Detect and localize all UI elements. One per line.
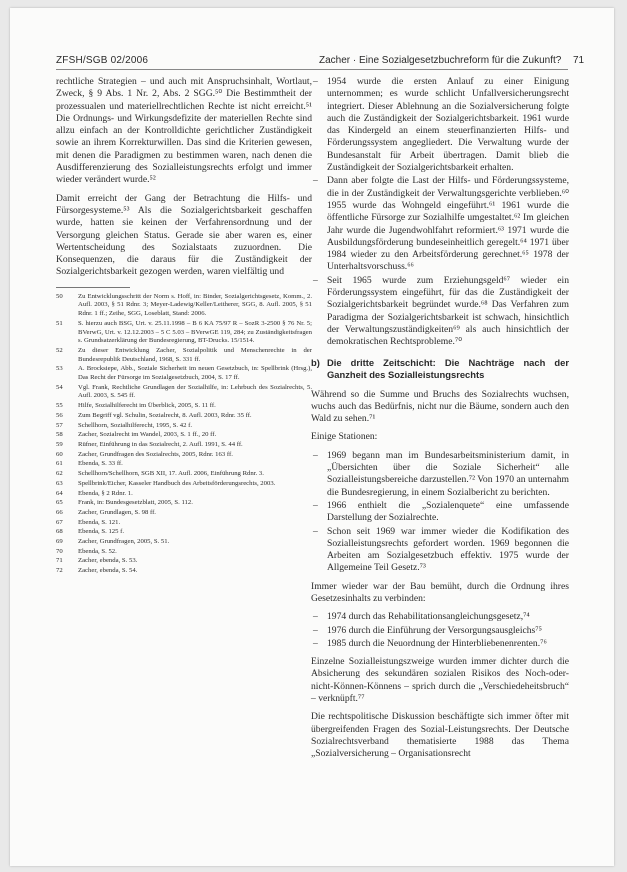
footnote-text: S. hierzu auch BSG, Urt. v. 25.11.1998 – B 6 KA 75/97 R – SozR 3-2500 § 76 Nr. 5; BVerwG, Urt. v. 12.12.2003 – 5 C 5.03 – BVerwGE 119, 284; zu Zuständigkeitsfragen s. Grundsatzerklärung der Bundesregierung, BT-Drucks. 15/1514. xyxy=(78,319,312,345)
paragraph: Immer wieder war der Bau bemüht, durch die Ordnung ihres Gesetzesinhalts zu verbinden: xyxy=(311,580,569,604)
footnote-text: A. Brocksiepe, Abb., Soziale Sicherheit im neuen Gesetzbuch, in: Spellbrink (Hrsg.), Das Recht der Fürsorge im Sozialgesetzbuch, 2004, S. 17 ff. xyxy=(78,365,312,382)
footnote-number: 68 xyxy=(56,528,63,536)
list-item: – Schon seit 1969 war immer wieder die Kodifikation des Sozialleistungsrechts gefordert worden. 1969 begonnen die Arbeiten am Sozialgesetzbuch effektiv. 1975 wurde der Allgemeine Teil Gesetz.⁷³ xyxy=(311,526,569,575)
footnote-number: 71 xyxy=(56,557,63,565)
footnote xyxy=(56,528,312,537)
footnote-text: Ebenda, S. 125 f. xyxy=(78,528,125,536)
footnote-rule xyxy=(56,287,130,288)
footnote xyxy=(56,557,312,566)
footnote xyxy=(56,460,312,469)
footnote-text: Ebenda, S. 121. xyxy=(78,518,121,526)
article-header: Zacher · Eine Sozialgesetzbuchreform für die Zukunft? xyxy=(319,55,562,66)
footnote xyxy=(56,548,312,557)
footnote xyxy=(56,499,312,508)
stations-label: Einige Stationen: xyxy=(311,431,378,443)
footnote-number: 54 xyxy=(56,383,63,391)
list-item: – 1954 wurde die ersten Anlauf zu einer Einigung unternommen; es wurde schlicht Unfallversicherungsrecht integriert. Dieser Ablehnung an die Sozialversicherung folgte auch die Zuständigkeit der Sozialgerichtsbarkeit. 1961 wurde das Kindergeld an einem steuerfinanzierten Hilfs- und Förderungssystem angegliedert. Die Verwaltung wurde der Bundesanstalt für Arbeit übertragen. Damit blieb die Zuständigkeit der Sozialgerichtsbarkeit erhalten. xyxy=(311,76,569,174)
footnote xyxy=(56,538,312,547)
footnote xyxy=(56,519,312,528)
footnote-number: 67 xyxy=(56,518,63,526)
footnote-text: Zacher, Grundlagen, S. 98 ff. xyxy=(78,508,156,516)
footnote-text: Ebenda, § 2 Rdnr. 1. xyxy=(78,489,133,497)
footnote xyxy=(56,490,312,499)
footnote-number: 66 xyxy=(56,508,63,516)
footnote-number: 62 xyxy=(56,470,63,478)
footnote-text: Zacher, ebenda, S. 54. xyxy=(78,567,138,575)
footnote xyxy=(56,402,312,411)
footnote xyxy=(56,422,312,431)
footnote-number: 63 xyxy=(56,479,63,487)
footnote xyxy=(56,365,312,382)
footnote-text: Spellbrink/Eicher, Kasseler Handbuch des Arbeitsförderungsrechts, 2003. xyxy=(78,479,276,487)
footnote-text: Zu dieser Entwicklung Zacher, Sozialpolitik und Menschenrechte in der Bundesrepublik Deutschland, 1968, S. 331 ff. xyxy=(78,346,312,363)
footnote-number: 55 xyxy=(56,402,63,410)
footnote-number: 58 xyxy=(56,431,63,439)
footnote-text: Zacher, ebenda, S. 53. xyxy=(78,557,138,565)
footnote xyxy=(56,431,312,440)
list-item: – 1966 enthielt die „Sozialenquete“ eine umfassende Darstellung der Sozialrechte. xyxy=(311,500,569,525)
footnote xyxy=(56,470,312,479)
list-item: – 1976 durch die Einführung der Versorgungsausgleichs⁷⁵ xyxy=(311,625,569,637)
list-item: – 1974 durch das Rehabilitationsangleichungsgesetz,⁷⁴ xyxy=(311,611,569,623)
footnote-text: Ebenda, S. 33 ff. xyxy=(78,460,123,468)
footnote-number: 53 xyxy=(56,365,63,373)
footnote-text: Vgl. Frank, Rechtliche Grundlagen der Sozialhilfe, in: Lehrbuch des Sozialrechts, 5. Aufl. 2003, S. 545 ff. xyxy=(78,383,312,400)
section-title: Die dritte Zeitschicht: Die Nachträge nach der Ganzheit des Sozialleistungsrechts xyxy=(327,356,569,380)
footnote-text: Ebenda, S. 52. xyxy=(78,547,117,555)
footnote xyxy=(56,509,312,518)
footnote-text: Frank, in: Bundesgesetzblatt, 2005, S. 112. xyxy=(78,499,193,507)
bullet-list xyxy=(311,76,569,349)
footnote-number: 65 xyxy=(56,499,63,507)
bullet-list xyxy=(311,450,569,575)
paragraph: Während so die Summe und Bruchs des Sozialrechts wuchsen, wuchs auch das Bedürfnis, nicht nur die Bäume, sondern auch den Wald zu sehen.⁷¹ xyxy=(311,388,569,425)
footnote-number: 51 xyxy=(56,319,63,327)
bullet-list xyxy=(311,611,569,650)
paragraph: rechtliche Strategien – und auch mit Anspruchsinhalt, Wortlaut, Zweck, § 9 Abs. 1 Nr. 2, Abs. 2 SGG.⁵⁰ Die Bestimmtheit der prozessualen und materiellrechtlichen Rechte ist nicht erreicht.⁵¹ Die Ordnungs- und Wirkungsdefizite der materiellen Rechte sind allzu einfach an der Kontrolldichte gerichtlicher Zuständigkeit sowie an ihrem Korrekturwillen. Das sind die Kriterien gewesen, mit denen die Paradigmen zu bestimmen waren, nach denen die Ausdifferenzierung des Sozialleistungsrechts erfolgt und immer wieder verändert wurde.⁵² xyxy=(56,76,312,186)
footnote-text: Zacher, Sozialrecht im Wandel, 2003, S. 1 ff., 20 ff. xyxy=(78,431,217,439)
footnote-number: 56 xyxy=(56,411,63,419)
left-column xyxy=(56,76,312,577)
footnote-text: Schellhorn/Schellhorn, SGB XII, 17. Aufl. 2006, Einführung Rdnr. 3. xyxy=(78,470,264,478)
footnote-number: 57 xyxy=(56,421,63,429)
section-number: b) xyxy=(311,356,320,368)
footnote-text: Rüfner, Einführung in das Sozialrecht, 2. Aufl. 1991, S. 44 ff. xyxy=(78,441,243,448)
paragraph: Die rechtspolitische Diskussion beschäftigte sich immer öfter mit übergreifenden Fragen des Sozial-Leistungsrechts. Der Deutsche Sozialrechtsverband thematisierte 1988 das Thema „Sozialversicherung – Organisationsrecht xyxy=(311,711,569,760)
footnote xyxy=(56,441,312,450)
right-column xyxy=(311,76,569,767)
paragraph: Damit erreicht der Gang der Betrachtung die Hilfs- und Fürsorgesysteme.⁵³ Als die Sozialgerichtsbarkeit geschaffen wurde, hatten sie keinen der Verfahrensordnung und der Versorgung gleichen Status. Gerade sie aber waren es, einer Wertentscheidung des Sozialstaats zuzuordnen. Die Konsequenzen, die daraus für die Zuständigkeit der Sozialgerichtsbarkeit gezogen werden, waren vielfältig und xyxy=(56,192,312,278)
document-page xyxy=(10,8,614,866)
footnote-number: 61 xyxy=(56,460,63,468)
footnote xyxy=(56,480,312,489)
footnote-number: 72 xyxy=(56,567,63,575)
footnote-list xyxy=(56,293,312,576)
list-item: – Dann aber folgte die Last der Hilfs- und Förderungssysteme, die in der Zuständigkeit der Verwaltungsgerichte verblieben.⁶⁰ 1955 wurde das Wohngeld eingeführt.⁶¹ 1961 wurde die öffentliche Fürsorge zur Sozialhilfe umgestaltet.⁶² Im gleichen Jahr wurde die Jugendwohlfahrt reformiert.⁶³ 1971 wurde die Ausbildungsförderung bundeseinheitlich geregelt.⁶⁴ 1971 über 1984 wieder zu den Arbeitsförderung gerechnet.⁶⁵ 1978 der Unterhaltsvorschuss.⁶⁶ xyxy=(311,175,569,273)
footnote-number: 64 xyxy=(56,489,63,497)
page-number: 71 xyxy=(573,55,585,66)
footnote xyxy=(56,451,312,460)
footnote-number: 69 xyxy=(56,538,63,546)
section-heading xyxy=(311,357,569,381)
footnote-number: 70 xyxy=(56,547,63,555)
footnote-number: 59 xyxy=(56,441,63,448)
footnote xyxy=(56,412,312,421)
paragraph: Einzelne Sozialleistungszweige wurden immer dichter durch die Absicherung des sekundären sozialen Risikos des Noch-oder-nicht-Können-Könnens – sprich durch die „Verschiedeheitsbruch“ – verknüpft.⁷⁷ xyxy=(311,656,569,705)
journal-header: ZFSH/SGB 02/2006 xyxy=(56,55,149,66)
list-item: – Seit 1965 wurde zum Erziehungsgeld⁶⁷ wieder ein Förderungssystem eingeführt, für das die Zuständigkeit der Sozialgerichtsbarkeit begründet wurde.⁶⁸ Das Verfahren zum Paradigma der Sozialgerichtsbarkeit ist schwach, hinsichtlich der Verwaltungszuständigkeiten⁶⁹ als auch hinsichtlich der demokratischen Rechtsprobleme.⁷⁰ xyxy=(311,275,569,349)
footnote-text: Schellhorn, Sozialhilferecht, 1995, S. 42 f. xyxy=(78,421,193,429)
footnote-text: Zacher, Grundfragen, 2005, S. 51. xyxy=(78,538,170,546)
footnote-text: Zum Begriff vgl. Schulin, Sozialrecht, 8. Aufl. 2003, Rdnr. 35 ff. xyxy=(78,411,252,419)
footnote xyxy=(56,384,312,401)
footnote-text: Zacher, Grundfragen des Sozialrechts, 2005, Rdnr. 163 ff. xyxy=(78,450,233,458)
footnote xyxy=(56,293,312,319)
footnote xyxy=(56,567,312,576)
list-item: – 1985 durch die Neuordnung der Hinterbliebenenrenten.⁷⁶ xyxy=(311,638,569,650)
footnote xyxy=(56,347,312,364)
footnote-number: 50 xyxy=(56,292,63,300)
footnote-number: 60 xyxy=(56,450,63,458)
footnote xyxy=(56,320,312,346)
header-rule xyxy=(56,69,568,70)
list-item: – 1969 begann man im Bundesarbeitsministerium damit, in „Übersichten über die Soziale Sicherheit“ alle Sozialleistungsbereiche darzustellen.⁷² Von 1970 an unternahm die Bundesregierung, in einem Sozialbericht zu berichten. xyxy=(311,450,569,499)
footnote-text: Hilfe, Sozialhilferecht im Überblick, 2005, S. 11 ff. xyxy=(78,402,216,410)
footnote-text: Zu Entwicklungsschritt der Norm s. Hoff, in: Binder, Sozialgerichtsgesetz, Komm., 2. Aufl. 2003, § 51 Rdnr. 3; Meyer-Ladewig/Keller/Leitherer, SGG, 8. Aufl. 2005, § 51 Rdnr. 1 ff.; Zeihe, SGG, Loseblatt, Stand: 2006. xyxy=(78,292,312,318)
footnote-number: 52 xyxy=(56,346,63,354)
